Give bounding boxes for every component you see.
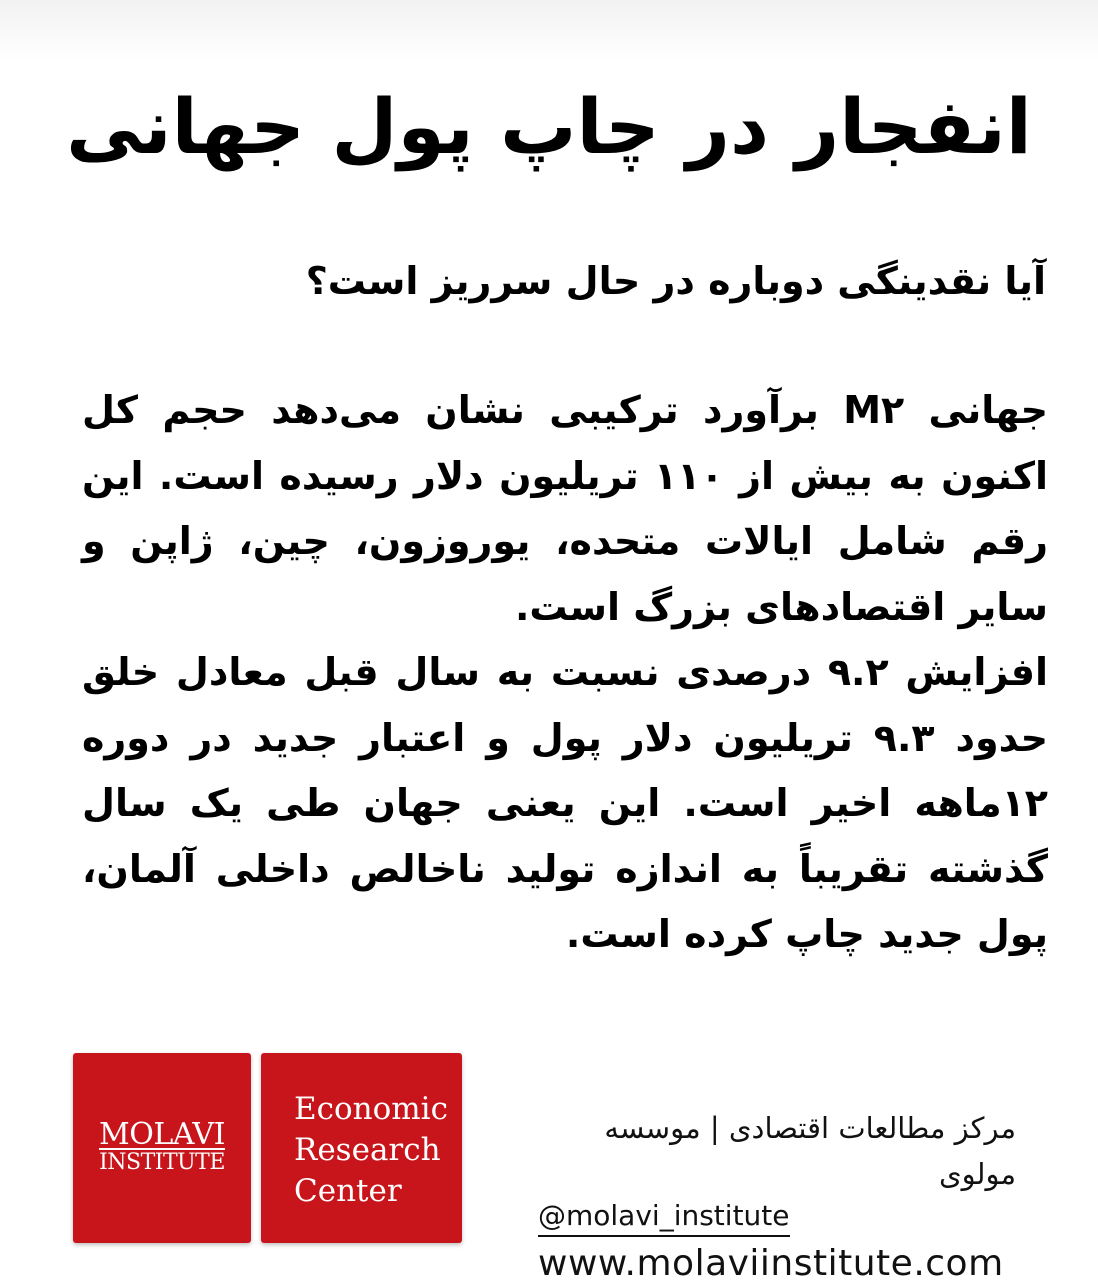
organization-name: مرکز مطالعات اقتصادی | موسسه مولوی [604,1111,1016,1191]
center-name-line2: Research [294,1132,441,1168]
top-shade [0,0,1098,60]
paragraph-2: افزایش ۹.۲ درصدی نسبت به سال قبل معادل خلق حدود ۹.۳ تریلیون دلار پول و اعتبار جدید در دوره ۱۲ماهه اخیر است. این یعنی جهان طی یک سال گذشته تقریباً به اندازه تولید ناخالص داخلی آلمان، پول جدید چاپ کرده است. [82,650,1048,956]
contact-block [530,1105,1020,1280]
institute-logo-wordmark [73,1117,251,1175]
social-handle[interactable]: @molavi_institute [538,1197,790,1237]
logo-name-line2: INSTITUTE [99,1150,225,1175]
center-name-line3: Center [294,1173,402,1209]
paragraph-1: جهانی M۲ برآورد ترکیبی نشان می‌دهد حجم کل اکنون به بیش از ۱۱۰ تریلیون دلار رسیده است. این رقم شامل ایالات متحده، یوروزون، چین، ژاپن و سایر اقتصادهای بزرگ است. [82,388,1049,629]
subtitle: آیا نقدینگی دوباره در حال سرریز است؟ [305,259,1046,303]
center-name-line1: Economic [294,1091,448,1127]
page-title: انفجار در چاپ پول جهانی [66,82,1032,171]
article-body [82,378,1048,968]
logo-name-line1: MOLAVI [99,1117,225,1152]
website-link[interactable]: www.molaviinstitute.com [538,1243,1004,1280]
institute-logo [73,1053,251,1243]
research-center-logo [261,1053,462,1243]
research-center-wordmark [294,1089,448,1212]
